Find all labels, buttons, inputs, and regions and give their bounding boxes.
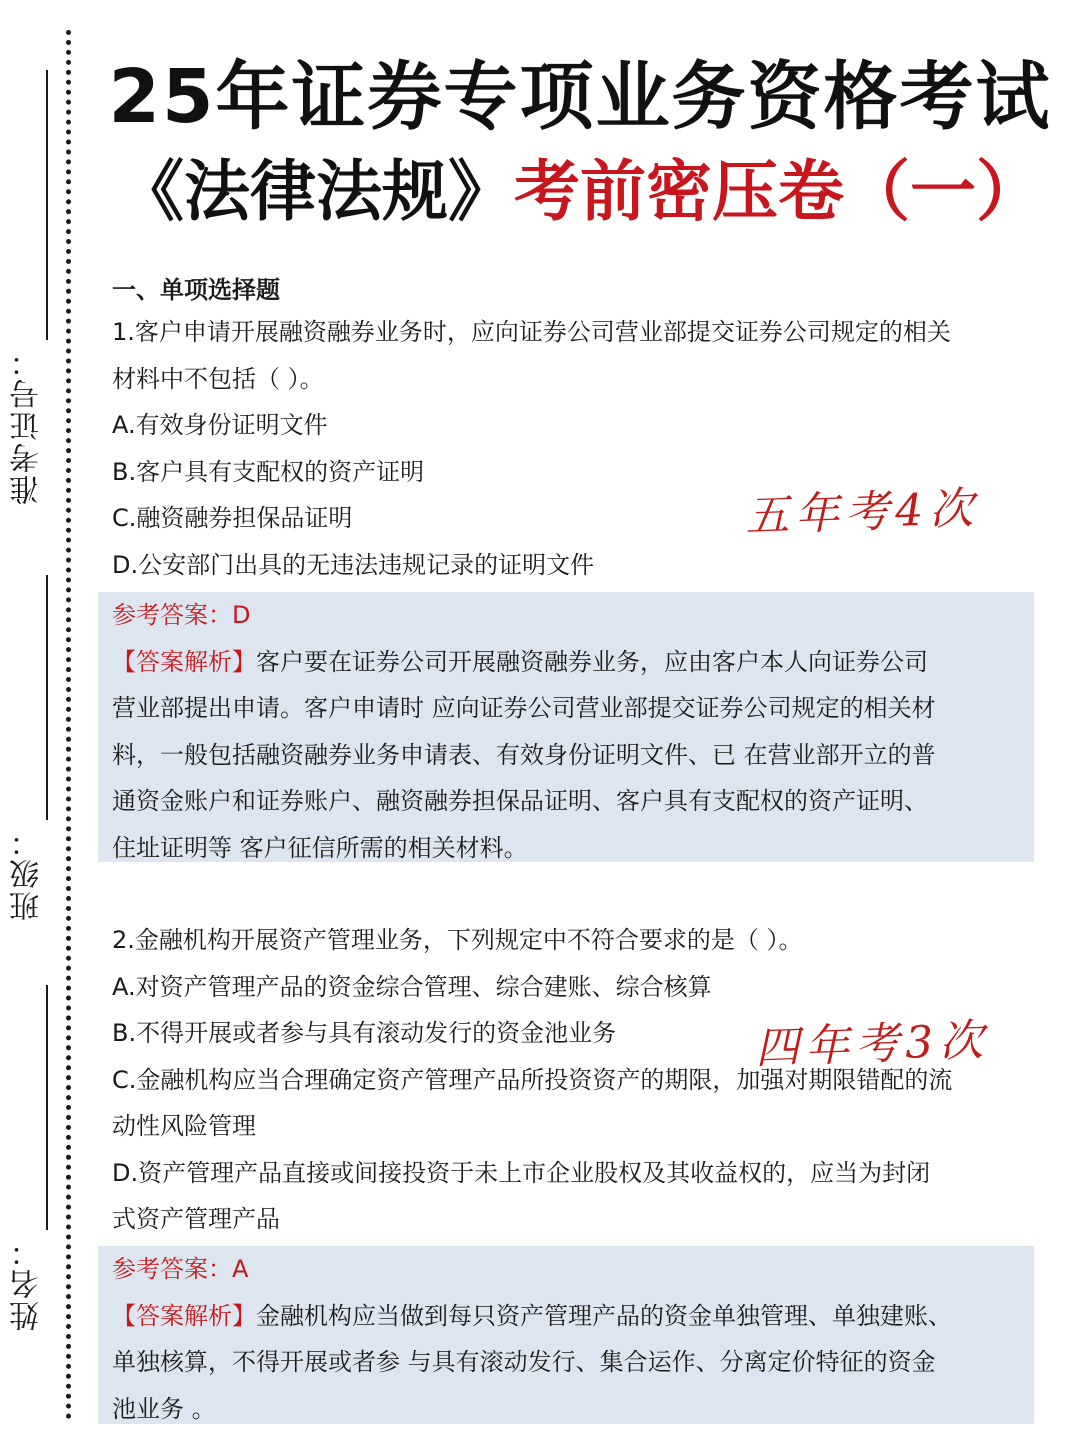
question-stem-line: 2.金融机构开展资产管理业务，下列规定中不符合要求的是（ ）。 bbox=[112, 926, 803, 954]
option-c-cont: 动性风险管理 bbox=[112, 1112, 256, 1140]
answer-box bbox=[98, 1246, 1034, 1424]
answer-label: 参考答案：A bbox=[112, 1255, 249, 1283]
option-c: C.融资融券担保品证明 bbox=[112, 504, 353, 532]
exam-no-label: 准考证号： bbox=[10, 345, 45, 505]
analysis-line: 料，一般包括融资融券业务申请表、有效身份证明文件、已 在营业部开立的普 bbox=[112, 740, 936, 769]
page-subtitle bbox=[80, 150, 1080, 234]
option-a: A.有效身份证明文件 bbox=[112, 411, 328, 439]
handwritten-frequency-note: 五年考4次 bbox=[744, 482, 980, 543]
option-d: D.公安部门出具的无违法违规记录的证明文件 bbox=[112, 550, 595, 579]
option-d: D.资产管理产品直接或间接投资于未上市企业股权及其收益权的，应当为封闭 bbox=[112, 1158, 931, 1187]
analysis-line bbox=[112, 1293, 1034, 1340]
answer-label: 参考答案：D bbox=[112, 601, 251, 629]
perforation-dotted-line bbox=[66, 30, 71, 1420]
subtitle-book-name: 《法律法规》 bbox=[118, 153, 514, 230]
binding-margin bbox=[0, 0, 70, 1440]
analysis-line: 通资金账户和证券账户、融资融券担保品证明、客户具有支配权的资产证明、 bbox=[112, 787, 928, 815]
name-fill-line bbox=[46, 985, 48, 1230]
subtitle-paper-name: 考前密压卷（一） bbox=[514, 153, 1042, 230]
page-title: 25年证券专项业务资格考试 bbox=[108, 54, 1052, 140]
analysis-line: 单独核算，不得开展或者参 与具有滚动发行、集合运作、分离定价特征的资金 bbox=[112, 1348, 936, 1376]
question-1 bbox=[112, 309, 1042, 588]
option-b: B.客户具有支配权的资产证明 bbox=[112, 457, 425, 486]
question-2 bbox=[112, 917, 1042, 1243]
section-heading: 一、单项选择题 bbox=[112, 276, 280, 304]
question-stem-line: 材料中不包括（ ）。 bbox=[112, 364, 324, 393]
analysis-text: 客户要在证券公司开展融资融券业务，应由客户本人向证券公司 bbox=[256, 647, 928, 676]
analysis-line: 营业部提出申请。客户申请时 应向证券公司营业部提交证券公司规定的相关材 bbox=[112, 694, 936, 722]
option-c: C.金融机构应当合理确定资产管理产品所投资资产的期限，加强对期限错配的流 bbox=[112, 1065, 953, 1094]
analysis-line bbox=[112, 639, 1034, 686]
question-stem-line: 1.客户申请开展融资融券业务时，应向证券公司营业部提交证券公司规定的相关 bbox=[112, 318, 951, 346]
analysis-tag: 【答案解析】 bbox=[112, 647, 256, 676]
option-b: B.不得开展或者参与具有滚动发行的资金池业务 bbox=[112, 1019, 617, 1047]
option-a: A.对资产管理产品的资金综合管理、综合建账、综合核算 bbox=[112, 972, 712, 1001]
answer-box bbox=[98, 592, 1034, 862]
analysis-line: 池业务 。 bbox=[112, 1394, 216, 1423]
exam-no-fill-line bbox=[46, 70, 48, 340]
handwritten-frequency-note: 四年考3次 bbox=[754, 1014, 990, 1075]
analysis-tag: 【答案解析】 bbox=[112, 1301, 256, 1330]
name-label: 姓名： bbox=[10, 1235, 45, 1331]
option-d-cont: 式资产管理产品 bbox=[112, 1205, 280, 1233]
class-fill-line bbox=[46, 575, 48, 820]
analysis-line: 住址证明等 客户征信所需的相关材料。 bbox=[112, 833, 528, 862]
class-label: 班级： bbox=[10, 825, 45, 921]
analysis-text: 金融机构应当做到每只资产管理产品的资金单独管理、单独建账、 bbox=[256, 1301, 952, 1330]
